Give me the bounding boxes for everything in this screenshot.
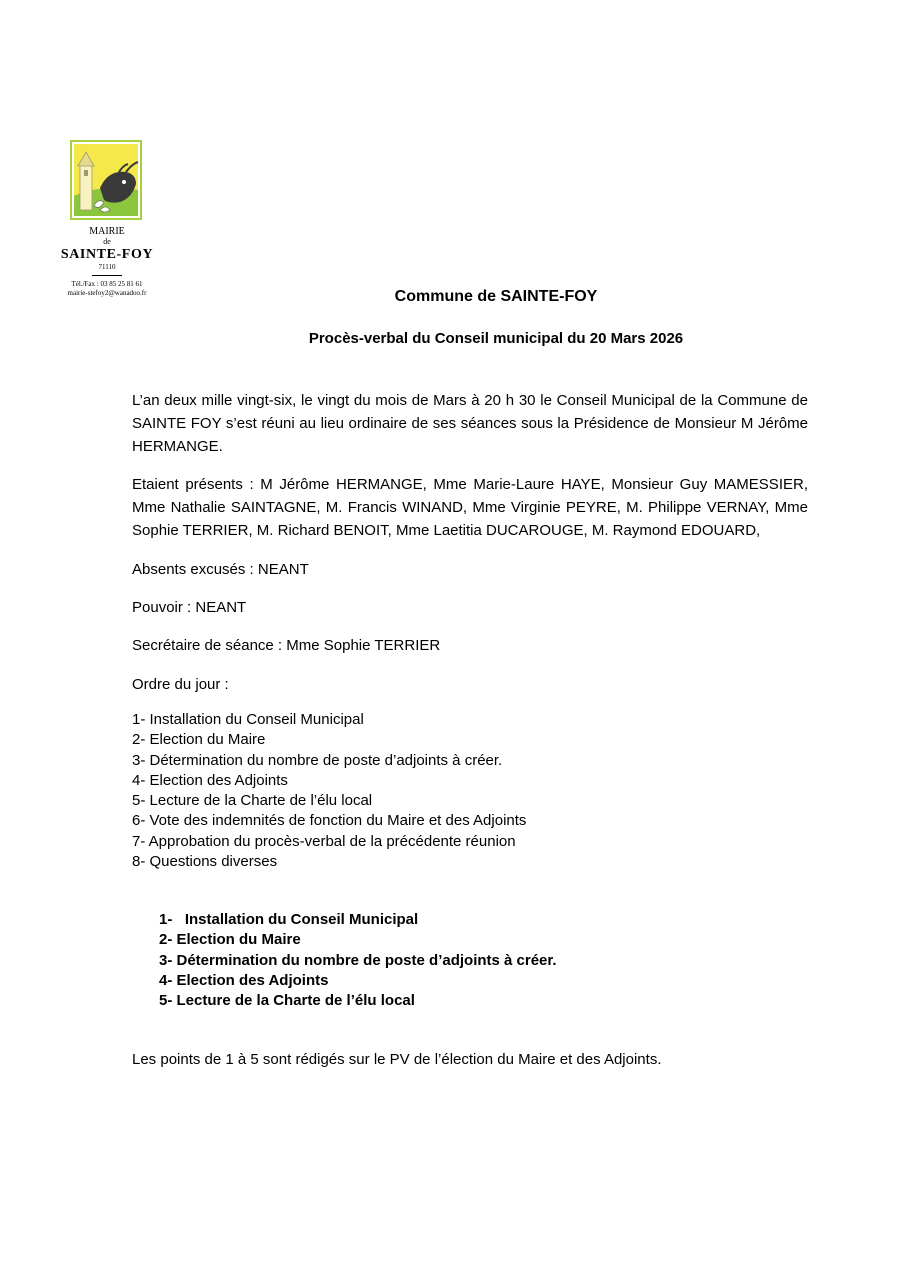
agenda-item: 4- Election des Adjoints <box>132 771 288 789</box>
letterhead-divider <box>92 275 122 276</box>
agenda-bold-item: 3- Détermination du nombre de poste d’adjoints à créer. <box>159 951 557 969</box>
agenda-bold-list <box>159 910 557 1011</box>
absent-line: Absents excusés : NEANT <box>132 561 309 578</box>
agenda-item: 3- Détermination du nombre de poste d’adjoints à créer. <box>132 751 503 769</box>
document-title: Commune de SAINTE-FOY <box>394 288 598 305</box>
document-subtitle-row <box>0 330 900 348</box>
agenda-bold-item: 1- Installation du Conseil Municipal <box>159 911 419 928</box>
document-subtitle: Procès-verbal du Conseil municipal du 20 Mars 2026 <box>308 330 684 347</box>
agenda-item: 1- Installation du Conseil Municipal <box>132 711 364 728</box>
agenda-item: 6- Vote des indemnités de fonction du Maire et des Adjoints <box>132 812 527 830</box>
agenda-bold-item: 5- Lecture de la Charte de l’élu local <box>159 992 415 1010</box>
document-title-row <box>0 288 900 306</box>
commune-logo-icon <box>70 140 142 220</box>
closing-line: Les points de 1 à 5 sont rédigés sur le PV de l’élection du Maire et des Adjoints. <box>132 1051 662 1068</box>
letterhead-email: mairie-stefoy2@wanadoo.fr <box>67 289 147 297</box>
letterhead-postcode: 71110 <box>98 263 116 271</box>
ordre-du-jour-label: Ordre du jour : <box>132 676 229 693</box>
agenda-bold-item: 2- Election du Maire <box>159 931 301 949</box>
secretaire-line: Secrétaire de séance : Mme Sophie TERRIER <box>132 637 441 654</box>
pouvoir-line: Pouvoir : NEANT <box>132 599 247 616</box>
agenda-item: 8- Questions diverses <box>132 853 278 871</box>
letterhead-de: de <box>103 237 111 246</box>
present-paragraph: Etaient présents : M Jérôme HERMANGE, Mme Marie-Laure HAYE, Monsieur Guy MAMESSIER, Mme Nathalie SAINTAGNE, M. Francis WINAND, Mme Virginie PEYRE, M. Philippe VERNAY, Mme Sophie TERRIER, M. Richard BENOIT, Mme Laetitia DUCAROUGE, M. Raymond EDOUARD, <box>132 476 808 539</box>
intro-paragraph: L’an deux mille vingt-six, le vingt du mois de Mars à 20 h 30 le Conseil Municipal de la Commune de SAINTE FOY s’est réuni au lieu ordinaire de ses séances sous la Présidence de Monsieur M Jérôme HERMANGE. <box>132 392 808 455</box>
agenda-item: 5- Lecture de la Charte de l’élu local <box>132 792 373 810</box>
letterhead <box>44 140 170 298</box>
agenda-item: 2- Election du Maire <box>132 731 266 749</box>
agenda-item: 7- Approbation du procès-verbal de la précédente réunion <box>132 832 516 850</box>
letterhead-phone: Tél./Fax : 03 85 25 81 61 <box>71 280 143 288</box>
agenda-bold-item: 4- Election des Adjoints <box>159 971 329 989</box>
agenda-list <box>132 710 526 872</box>
letterhead-commune: SAINTE-FOY <box>60 247 154 262</box>
letterhead-mairie: MAIRIE <box>89 226 125 237</box>
